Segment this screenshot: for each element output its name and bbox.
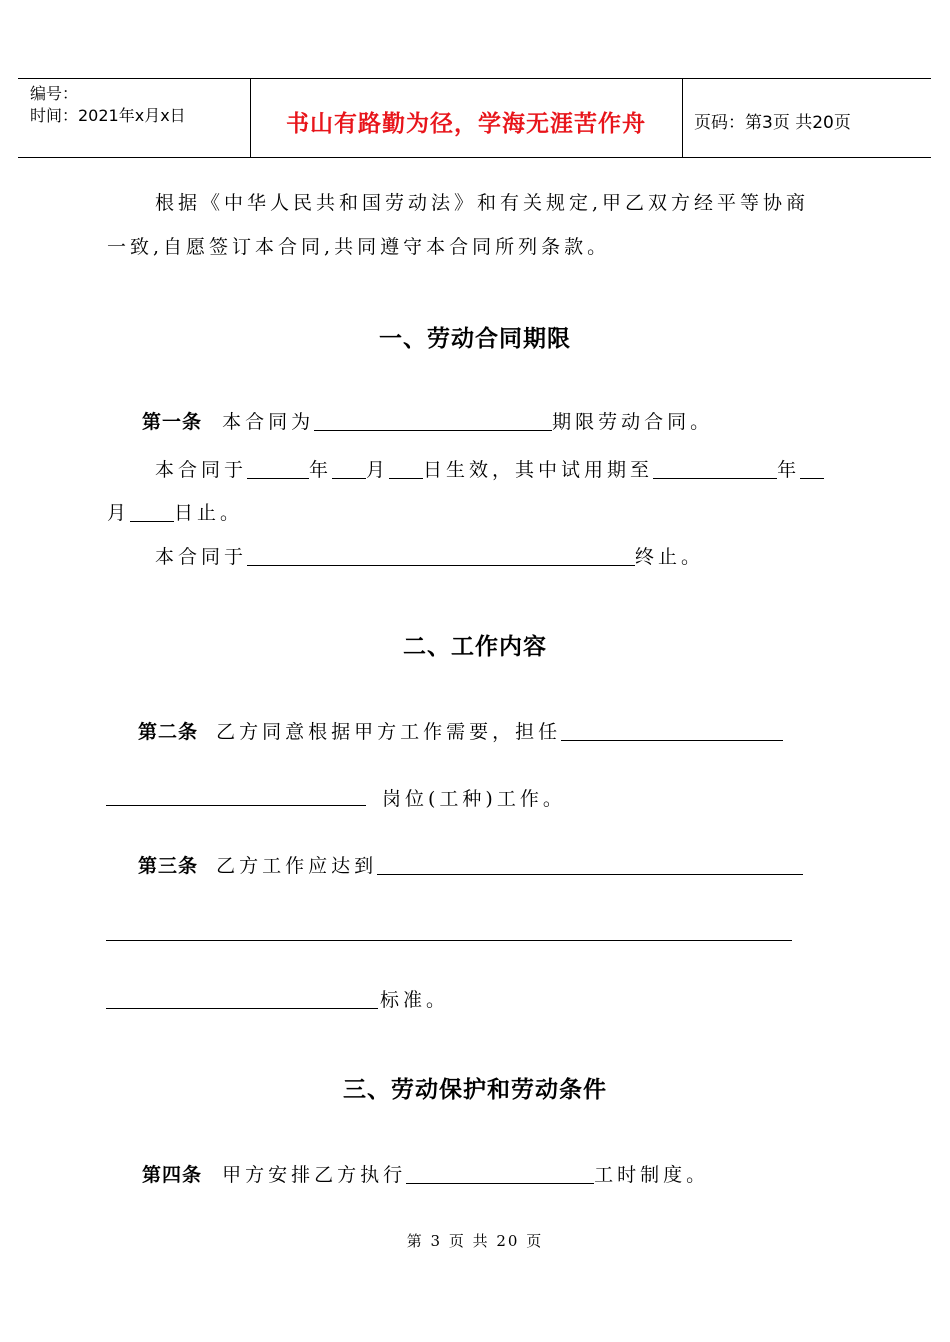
time-label: 时间：2021年x月x日 [30, 106, 186, 125]
intro-line-1: 根据《中华人民共和国劳动法》和有关规定,甲乙双方经平等协商 [155, 192, 810, 214]
section-2-title: 二、工作内容 [403, 634, 547, 660]
year-label: 年 [777, 459, 801, 481]
article-3 [138, 854, 803, 878]
article-2-label: 第二条 [138, 721, 199, 743]
standard-blank[interactable] [377, 854, 803, 875]
article-1-label: 第一条 [142, 411, 203, 433]
termination-text-b: 终止。 [635, 546, 705, 568]
article-3-text-a: 乙方工作应达到 [216, 855, 378, 877]
termination-text-a: 本合同于 [155, 546, 248, 568]
effective-line [155, 458, 824, 482]
article-2-text-a: 乙方同意根据甲方工作需要，担任 [216, 721, 562, 743]
probation-month-blank[interactable] [800, 458, 824, 479]
page-footer: 第 3 页 共 20 页 [406, 1232, 544, 1250]
effective-year-blank[interactable] [247, 458, 309, 479]
article-3-text-b: 标准。 [380, 989, 450, 1011]
intro-line-2: 一致,自愿签订本合同,共同遵守本合同所列条款。 [107, 236, 611, 258]
header-motto: 书山有路勤为径，学海无涯苦作舟 [286, 110, 646, 137]
header-divider [682, 79, 683, 157]
position-blank-2[interactable] [106, 805, 366, 806]
article-4-text-b: 工时制度。 [594, 1164, 710, 1186]
header-meta [30, 83, 186, 127]
probation-day-blank[interactable] [130, 501, 174, 522]
article-2-text-b: 岗位(工种)工作。 [382, 788, 566, 810]
article-4 [142, 1163, 709, 1187]
standard-blank-2[interactable] [106, 940, 792, 941]
article-1 [142, 410, 713, 434]
probation-year-blank[interactable] [653, 458, 777, 479]
year-label: 年 [309, 459, 333, 481]
effective-text-a: 本合同于 [155, 459, 248, 481]
effective-day-blank[interactable] [389, 458, 423, 479]
effective-text-b: 日生效，其中试用期至 [423, 459, 654, 481]
month-label: 月 [366, 459, 390, 481]
standard-blank-3[interactable] [106, 1008, 378, 1009]
section-3-title: 三、劳动保护和劳动条件 [343, 1077, 607, 1103]
probation-end-line [107, 501, 243, 525]
position-blank[interactable] [561, 720, 783, 741]
code-label: 编号： [30, 84, 79, 103]
article-2 [138, 720, 783, 744]
probation-end-text: 日止。 [174, 502, 244, 524]
month-label: 月 [107, 502, 131, 524]
document-header [18, 78, 931, 158]
header-page-info: 页码：第3页 共20页 [694, 113, 851, 133]
article-4-text-a: 甲方安排乙方执行 [222, 1164, 407, 1186]
article-3-label: 第三条 [138, 855, 199, 877]
working-hours-blank[interactable] [406, 1163, 594, 1184]
section-1-title: 一、劳动合同期限 [379, 326, 571, 352]
termination-blank[interactable] [247, 545, 635, 566]
contract-term-blank[interactable] [314, 410, 552, 431]
article-1-text-a: 本合同为 [222, 411, 315, 433]
termination-line [155, 545, 704, 569]
effective-month-blank[interactable] [332, 458, 366, 479]
article-4-label: 第四条 [142, 1164, 203, 1186]
article-1-text-b: 期限劳动合同。 [552, 411, 714, 433]
